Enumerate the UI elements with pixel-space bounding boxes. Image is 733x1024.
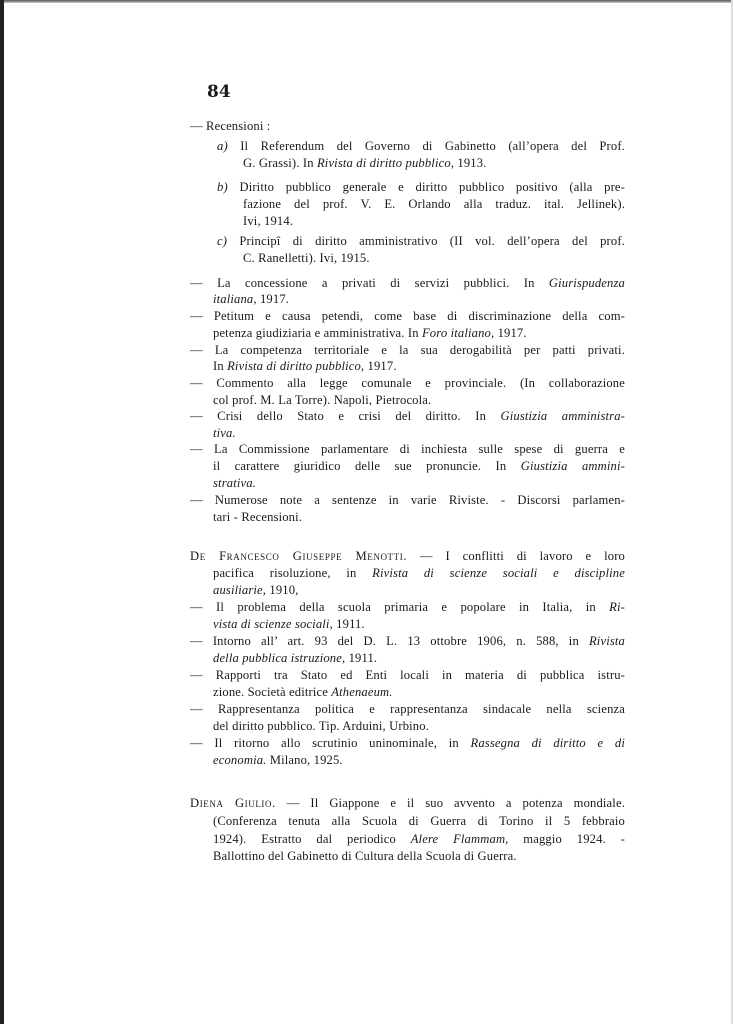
entry-2-line bbox=[217, 180, 625, 195]
text-segment: col prof. M. La Torre). Napoli, Pietrocola. bbox=[213, 393, 432, 407]
text-segment: C. Ranelletti). Ivi, 1915. bbox=[243, 251, 370, 265]
entry-0-line bbox=[190, 119, 270, 134]
entry-4-line bbox=[190, 276, 625, 291]
text-segment: — Il problema della scuola primaria e popolare in Italia, in bbox=[190, 600, 610, 614]
italic-title: strativa. bbox=[213, 476, 256, 490]
entry-2-line bbox=[243, 214, 293, 229]
entry-12-line bbox=[213, 617, 365, 632]
entry-16-line bbox=[190, 736, 625, 751]
italic-title: Ri- bbox=[609, 600, 625, 614]
entry-17-line bbox=[213, 814, 625, 829]
entry-12-line bbox=[190, 600, 625, 615]
entry-5-line bbox=[190, 309, 625, 324]
italic-title: Rassegna di diritto e di bbox=[470, 736, 626, 750]
text-segment: 1917. bbox=[256, 292, 290, 306]
text-segment: — Rappresentanza politica e rappresentanza sindacale nella scienza bbox=[190, 702, 625, 716]
italic-title: economia. bbox=[213, 753, 267, 767]
entry-17-line bbox=[190, 796, 625, 811]
entry-1-line bbox=[217, 139, 625, 154]
text-segment: tari - Recensioni. bbox=[213, 510, 303, 524]
entry-6-line bbox=[190, 343, 625, 358]
text-segment: Milano, 1925. bbox=[266, 753, 343, 767]
scan-left-edge bbox=[0, 0, 4, 1024]
text-segment: 1911. bbox=[332, 617, 365, 631]
text-segment: — Crisi dello Stato e crisi del diritto. In bbox=[190, 409, 501, 423]
entry-5-line bbox=[213, 326, 527, 341]
text-segment: 1913. bbox=[454, 156, 487, 170]
italic-title: italiana, bbox=[213, 292, 257, 306]
entry-9-line bbox=[213, 459, 625, 474]
text-segment: 1924). Estratto dal periodico bbox=[213, 832, 411, 846]
entry-15-line bbox=[190, 702, 625, 717]
author-name: Diena Giulio. bbox=[190, 796, 276, 810]
scan-top-edge bbox=[0, 0, 733, 3]
text-segment: — La concessione a privati di servizi pubblici. In bbox=[190, 276, 549, 290]
text-segment: 1911. bbox=[345, 651, 378, 665]
text-segment: Diritto pubblico generale e diritto pubblico positivo (alla pre- bbox=[227, 180, 625, 194]
text-segment: — Rapporti tra Stato ed Enti locali in materia di pubblica istru- bbox=[190, 668, 625, 682]
entry-17-line bbox=[213, 832, 625, 847]
text-segment: — Commento alla legge comunale e provinciale. (In collaborazione bbox=[190, 376, 625, 390]
text-segment: — Il ritorno allo scrutinio uninominale, in bbox=[190, 736, 471, 750]
entry-14-line bbox=[190, 668, 625, 683]
text-segment: 1917. bbox=[364, 359, 397, 373]
entry-17-line bbox=[213, 849, 517, 864]
author-name: De Francesco Giuseppe Menotti. bbox=[190, 549, 408, 563]
text-segment: — I conflitti di lavoro e loro bbox=[407, 549, 625, 563]
entry-9-line bbox=[190, 442, 625, 457]
text-segment: del diritto pubblico. Tip. Arduini, Urbino. bbox=[213, 719, 430, 733]
text-segment: fazione del prof. V. E. Orlando alla traduz. ital. Jellinek). bbox=[243, 197, 625, 211]
entry-15-line bbox=[213, 719, 429, 734]
italic-title: a) bbox=[217, 139, 228, 153]
text-segment: In bbox=[213, 359, 228, 373]
entry-8-line bbox=[213, 426, 236, 441]
italic-title: Athenaeum. bbox=[331, 685, 393, 699]
entry-11-line bbox=[213, 566, 625, 581]
italic-title: Rivista di diritto pubblico, bbox=[316, 156, 455, 170]
entry-7-line bbox=[213, 393, 431, 408]
italic-title: Giustizia ammini- bbox=[520, 459, 625, 473]
italic-title: Giurispudenza bbox=[548, 276, 625, 290]
text-segment: — Numerose note a sentenze in varie Riviste. - Discorsi parlamen- bbox=[190, 493, 625, 507]
text-segment: 1917. bbox=[494, 326, 527, 340]
page-number: 84 bbox=[207, 82, 231, 102]
entry-3-line bbox=[217, 234, 625, 249]
text-segment: pacifica risoluzione, in bbox=[213, 566, 373, 580]
entry-14-line bbox=[213, 685, 393, 700]
italic-title: Rivista di diritto pubblico, bbox=[227, 359, 365, 373]
text-segment: — La Commissione parlamentare di inchiesta sulle spese di guerra e bbox=[190, 442, 625, 456]
entry-10-line bbox=[190, 493, 625, 508]
entry-1-line bbox=[243, 156, 486, 171]
text-segment: — Il Giappone e il suo avvento a potenza mondiale. bbox=[275, 796, 625, 810]
entry-6-line bbox=[213, 359, 397, 374]
text-segment: Principî di diritto amministrativo (II vol. dell’opera del prof. bbox=[227, 234, 625, 248]
entry-9-line bbox=[213, 476, 256, 491]
text-segment: Il Referendum del Governo di Gabinetto (all’opera del Prof. bbox=[227, 139, 625, 153]
italic-title: tiva. bbox=[213, 426, 236, 440]
italic-title: b) bbox=[217, 180, 228, 194]
text-segment: zione. Società editrice bbox=[213, 685, 332, 699]
text-segment: — La competenza territoriale e la sua derogabilità per patti privati. bbox=[190, 343, 625, 357]
text-segment: il carattere giuridico delle sue pronuncie. In bbox=[213, 459, 521, 473]
entry-4-line bbox=[213, 292, 289, 307]
entry-11-line bbox=[190, 549, 625, 564]
italic-title: della pubblica istruzione, bbox=[213, 651, 346, 665]
entry-13-line bbox=[213, 651, 377, 666]
entry-16-line bbox=[213, 753, 343, 768]
text-segment: G. Grassi). In bbox=[243, 156, 317, 170]
text-segment: — Petitum e causa petendi, come base di discriminazione della com- bbox=[190, 309, 625, 323]
italic-title: Rivista di scienze sociali e discipline bbox=[372, 566, 625, 580]
text-segment: — Intorno all’ art. 93 del D. L. 13 ottobre 1906, n. 588, in bbox=[190, 634, 589, 648]
text-segment: — Recensioni : bbox=[190, 119, 271, 133]
italic-title: vista di scienze sociali, bbox=[213, 617, 333, 631]
entry-8-line bbox=[190, 409, 625, 424]
text-segment: Ivi, 1914. bbox=[243, 214, 294, 228]
entry-10-line bbox=[213, 510, 302, 525]
italic-title: Giustizia amministra- bbox=[500, 409, 625, 423]
italic-title: Foro italiano, bbox=[421, 326, 495, 340]
text-segment: Ballottino del Gabinetto di Cultura della Scuola di Guerra. bbox=[213, 849, 517, 863]
entry-2-line bbox=[243, 197, 625, 212]
italic-title: ausiliarie, bbox=[213, 583, 267, 597]
text-segment: (Conferenza tenuta alla Scuola di Guerra di Torino il 5 febbraio bbox=[213, 814, 625, 828]
italic-title: Alere Flammam, bbox=[410, 832, 509, 846]
entry-11-line bbox=[213, 583, 298, 598]
italic-title: Rivista bbox=[588, 634, 625, 648]
text-segment: maggio 1924. - bbox=[508, 832, 625, 846]
italic-title: c) bbox=[217, 234, 228, 248]
text-segment: petenza giudiziaria e amministrativa. In bbox=[213, 326, 422, 340]
text-segment: 1910, bbox=[266, 583, 299, 597]
entry-3-line bbox=[243, 251, 370, 266]
entry-13-line bbox=[190, 634, 625, 649]
entry-7-line bbox=[190, 376, 625, 391]
